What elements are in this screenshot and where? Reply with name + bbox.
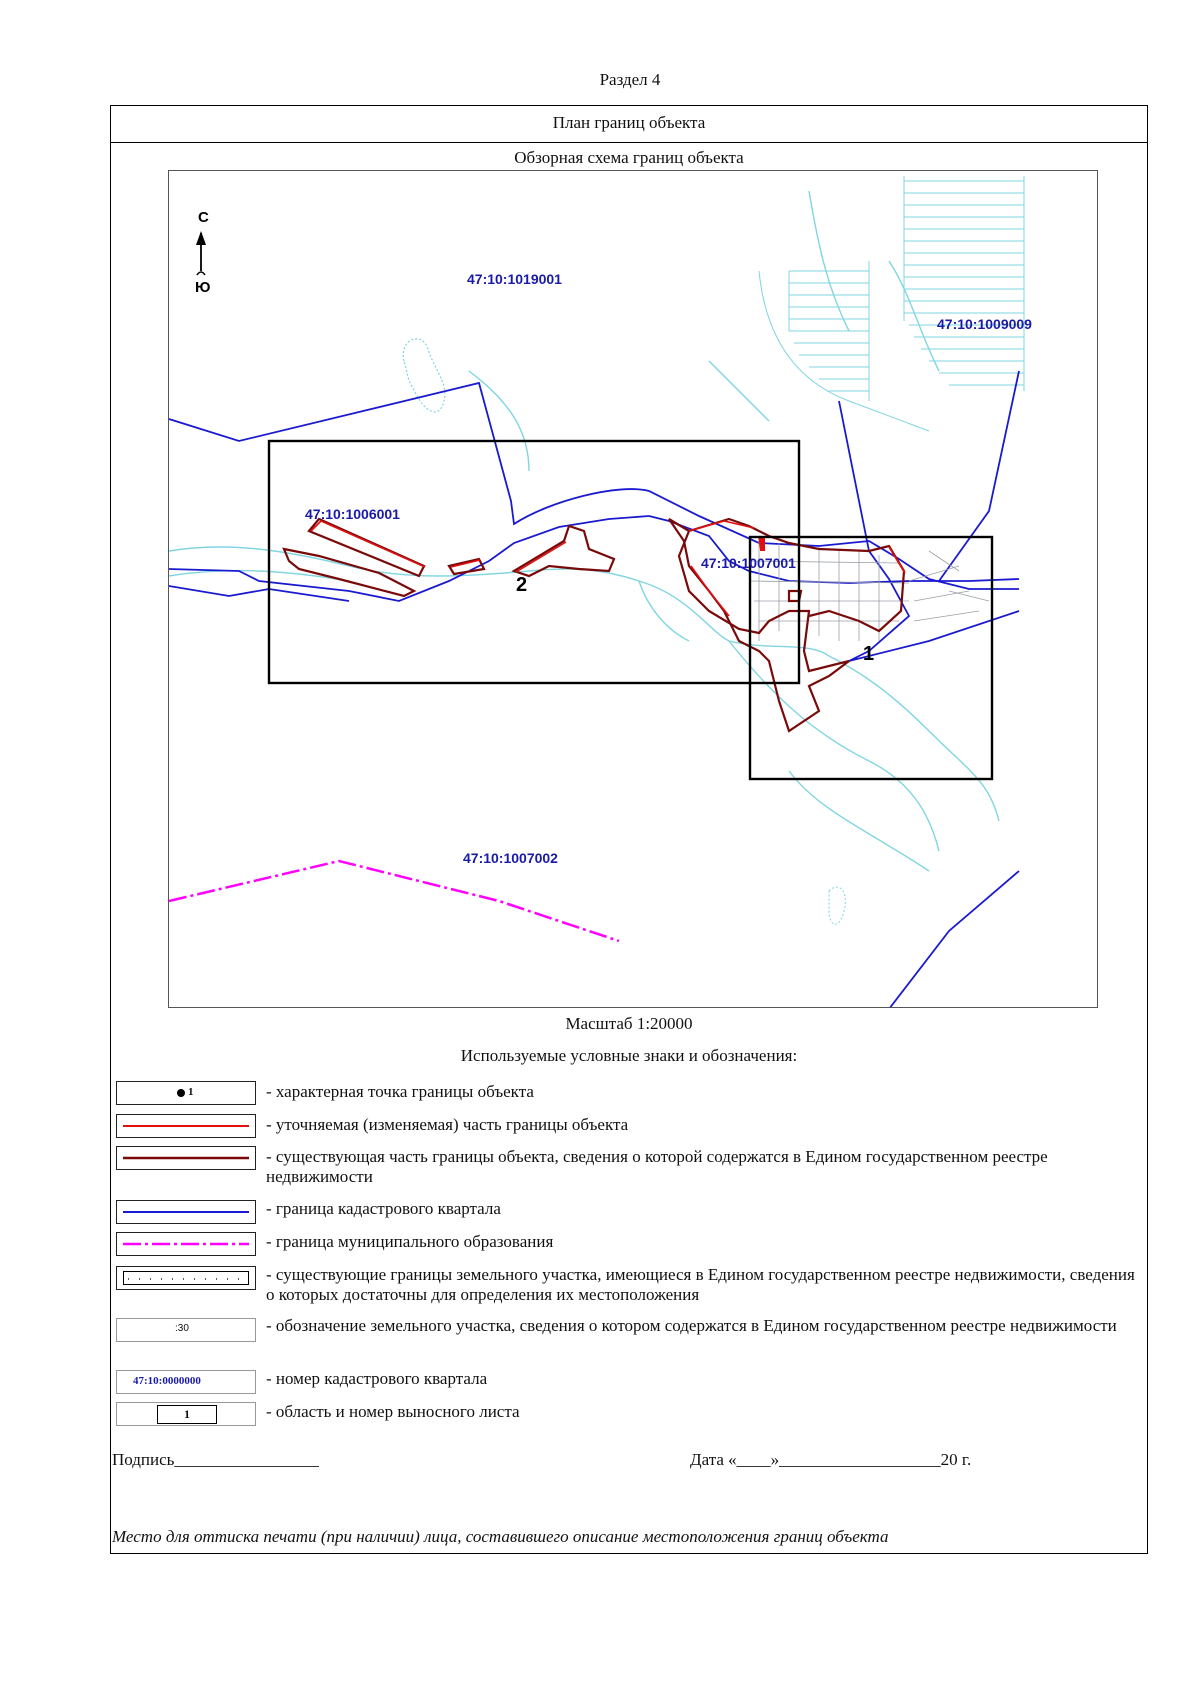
- legend-text: - характерная точка границы объекта: [266, 1082, 534, 1101]
- existing-line-icon: [117, 1147, 255, 1169]
- boundary-point-icon: [117, 1082, 255, 1104]
- cq-label: 47:10:1007001: [701, 555, 796, 571]
- legend-text: - граница кадастрового квартала: [266, 1199, 501, 1218]
- legend-sample-cadastral: [116, 1200, 256, 1224]
- existing-boundary: [284, 519, 904, 731]
- legend-sample-label: :30: [175, 1323, 189, 1334]
- map-canvas: [169, 171, 1098, 1008]
- svg-text:С: С: [198, 209, 209, 226]
- legend-sample-refined: [116, 1114, 256, 1138]
- cq-label: 47:10:1019001: [467, 271, 562, 287]
- date-line: Дата «____»___________________20 г.: [690, 1450, 972, 1469]
- field-hatching: [759, 176, 1024, 431]
- legend-text: - граница муниципального образования: [266, 1232, 554, 1251]
- legend-text: - существующая часть границы объекта, сведения о которой содержатся в Едином государственном реестре недвижимости: [266, 1147, 1048, 1186]
- legend-text: - существующие границы земельного участка, имеющиеся в Едином государственном реестре недвижимости, сведения о которых достаточны для определения их местоположения: [266, 1265, 1135, 1304]
- legend-sample-point: [116, 1081, 256, 1105]
- cadastral-boundaries: [169, 371, 1019, 1008]
- overview-map: [168, 170, 1098, 1008]
- legend-text: - область и номер выносного листа: [266, 1402, 520, 1421]
- legend-sample-municipal: [116, 1232, 256, 1256]
- map-scale: Масштаб 1:20000: [565, 1014, 693, 1033]
- pond-shape: [403, 339, 445, 412]
- legend-sample-label: 1: [188, 1086, 194, 1098]
- cq-label: 47:10:1006001: [305, 506, 400, 522]
- scheme-title: Обзорная схема границ объекта: [514, 148, 744, 167]
- legend-text: - номер кадастрового квартала: [266, 1369, 488, 1388]
- legend-sample-parcel: [116, 1266, 256, 1290]
- svg-text:Ю: Ю: [195, 279, 211, 296]
- legend-sample-label: 47:10:0000000: [133, 1375, 201, 1387]
- signature-line: Подпись_________________: [112, 1450, 319, 1469]
- legend-title: Используемые условные знаки и обозначения:: [460, 1046, 798, 1065]
- legend-sample-parcel-label: [116, 1318, 256, 1342]
- cq-label: 47:10:1009009: [937, 316, 1032, 332]
- sheet-number: 2: [516, 574, 528, 596]
- section-title: Раздел 4: [599, 70, 661, 89]
- legend-sample-existing: [116, 1146, 256, 1170]
- plan-title: План границ объекта: [110, 105, 1148, 143]
- refined-line-icon: [117, 1115, 255, 1137]
- municipal-boundary: [169, 861, 619, 941]
- wetland-shape: [829, 887, 845, 924]
- municipal-line-icon: [117, 1233, 255, 1255]
- cadastral-line-icon: [117, 1201, 255, 1223]
- compass-icon: [195, 209, 210, 296]
- dotted-parcel-icon: [123, 1271, 249, 1285]
- sheet-number-icon: 1: [157, 1405, 217, 1424]
- legend-sample-sheet: [116, 1402, 256, 1426]
- cq-label: 47:10:1007002: [463, 850, 558, 866]
- legend-text: - уточняемая (изменяемая) часть границы объекта: [266, 1115, 629, 1134]
- sheet-number: 1: [863, 643, 875, 665]
- legend-text: - обозначение земельного участка, сведения о котором содержатся в Едином государственном реестре недвижимости: [266, 1316, 1117, 1335]
- stamp-note: Место для оттиска печати (при наличии) лица, составившего описание местоположения границ объекта: [112, 1527, 889, 1546]
- refined-marker: [760, 536, 765, 551]
- legend-sample-quarter-number: [116, 1370, 256, 1394]
